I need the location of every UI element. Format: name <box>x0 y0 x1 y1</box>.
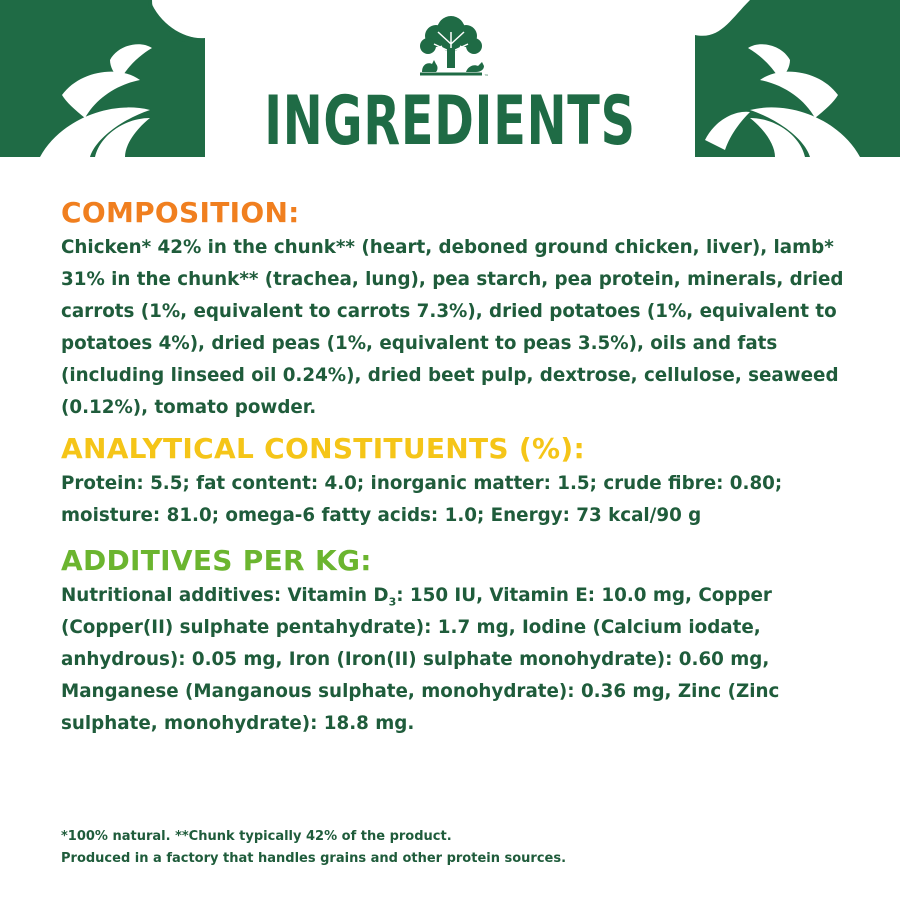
ingredients-content <box>61 196 861 740</box>
additives-text-start: Nutritional additives: Vitamin D <box>61 585 389 606</box>
additives-section <box>61 544 861 740</box>
composition-section <box>61 196 861 424</box>
footnote-line-1: *100% natural. **Chunk typically 42% of the product. <box>61 829 452 844</box>
footnote-line-2: Produced in a factory that handles grains and other protein sources. <box>61 851 567 866</box>
composition-heading: COMPOSITION: <box>61 196 300 229</box>
analytical-text: Protein: 5.5; fat content: 4.0; inorganic matter: 1.5; crude fibre: 0.80; moisture: 81.0; omega-6 fatty acids: 1.0; Energy: 73 kcal/90 g <box>61 473 783 526</box>
footnotes <box>61 826 566 870</box>
additives-text <box>61 580 861 740</box>
tree-with-cat-and-dog-icon <box>410 12 492 80</box>
analytical-section <box>61 432 861 532</box>
additives-heading: ADDITIVES PER KG: <box>61 544 372 577</box>
vitamin-d-subscript: 3 <box>388 595 397 609</box>
composition-text: Chicken* 42% in the chunk** (heart, deboned ground chicken, liver), lamb* 31% in the chunk** (trachea, lung), pea starch, pea protein, minerals, dried carrots (1%, equivalent to carrots 7.3%), dried potatoes (1%, equivalent to potatoes 4%), dried peas (1%, equivalent to peas 3.5%), oils and fats (including linseed oil 0.24%), dried beet pulp, dextrose, cellulose, seaweed (0.12%), tomato powder. <box>61 237 844 418</box>
page-title: INGREDIENTS <box>264 82 636 161</box>
svg-text:™: ™ <box>484 74 489 80</box>
analytical-heading: ANALYTICAL CONSTITUENTS (%): <box>61 432 585 465</box>
additives-text-end: : 150 IU, Vitamin E: 10.0 mg, Copper (Copper(II) sulphate pentahydrate): 1.7 mg, Iodine (Calcium iodate, anhydrous): 0.05 mg, Iron (Iron(II) sulphate monohydrate): 0.60 mg, Manganese (Manganous sulphate, monohydrate): 0.36 mg, Zinc (Zinc sulphate, monohydrate): 18.8 mg. <box>61 585 780 734</box>
